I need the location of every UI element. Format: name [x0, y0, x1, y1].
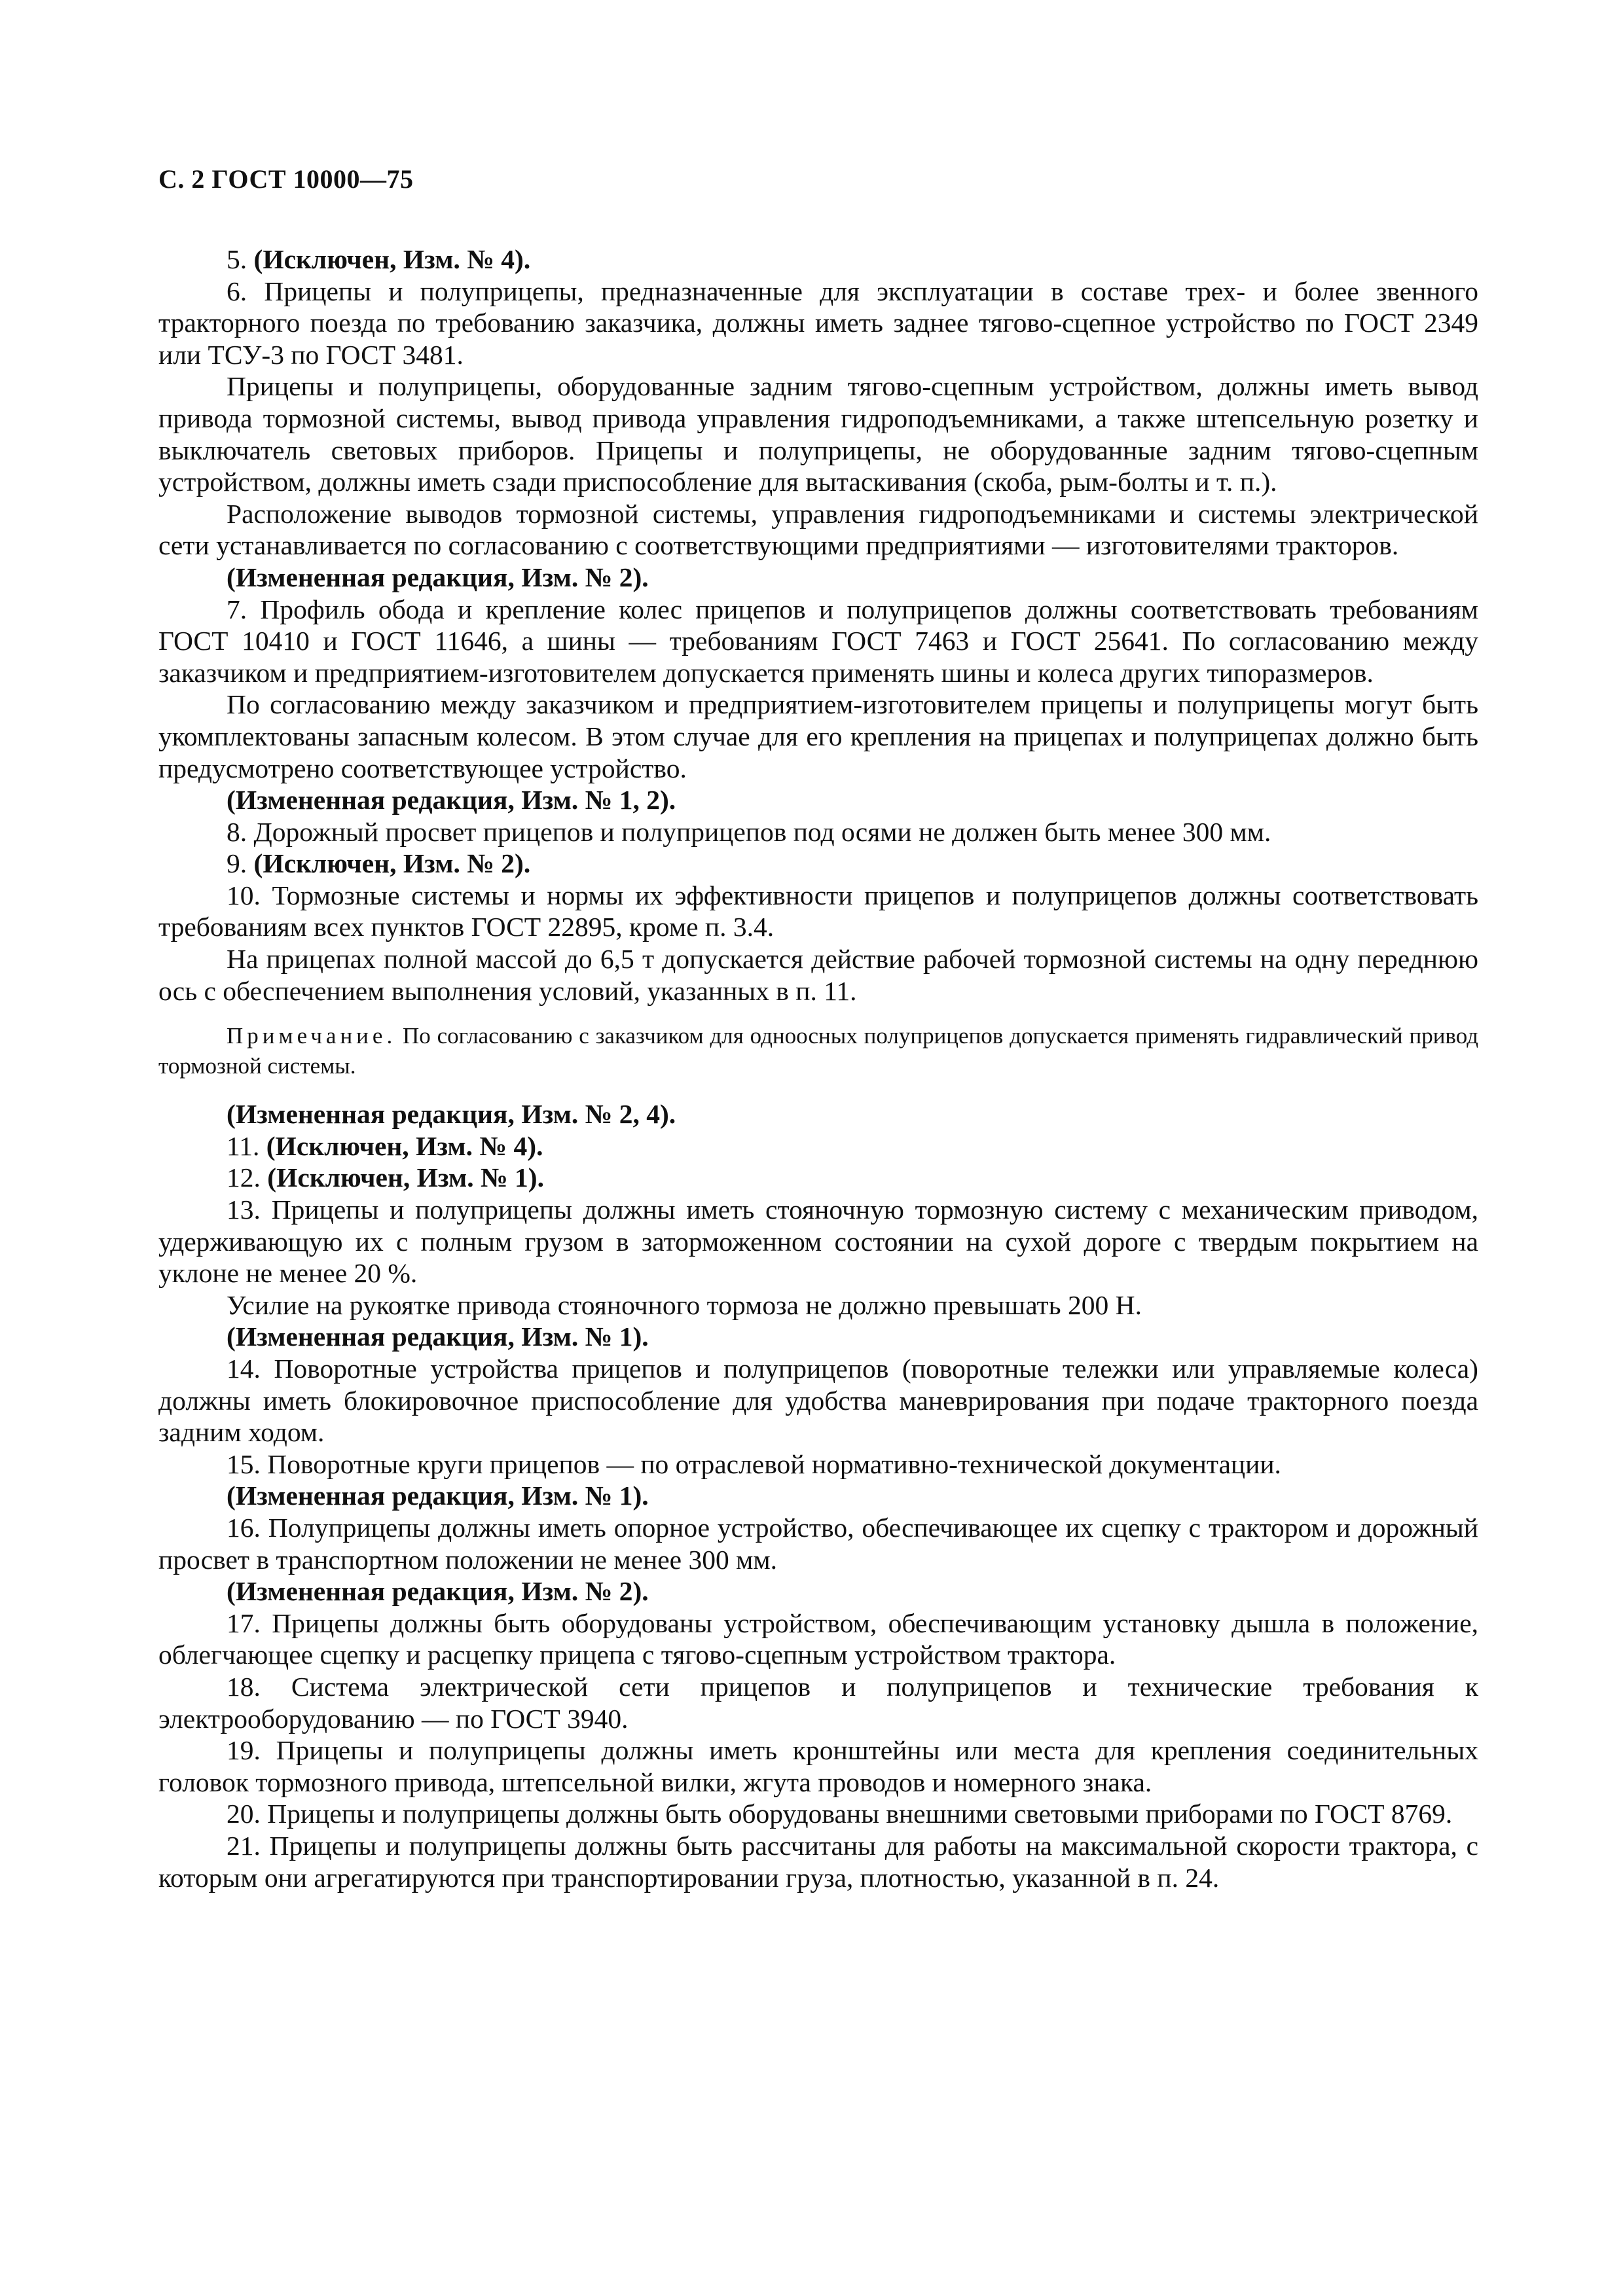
clause-number: 9.	[227, 848, 247, 879]
page-header: С. 2 ГОСТ 10000—75	[158, 164, 414, 194]
paragraph-text: Усилие на рукоятке привода стояночного тормоза не должно превышать 200 Н.	[227, 1289, 1142, 1320]
clause-number: 6.	[227, 276, 247, 306]
paragraph-text: Прицепы и полуприцепы должны иметь кронштейны или места для крепления соединительных головок тормозного привода, штепсельной вилки, жгута проводов и номерного знака.	[158, 1735, 1478, 1797]
clause-number: 18.	[227, 1671, 261, 1702]
paragraph	[158, 1162, 1478, 1194]
paragraph	[158, 1575, 1478, 1607]
amendment-note: (Измененная редакция, Изм. № 1).	[227, 1321, 649, 1352]
paragraph-text: Поворотные устройства прицепов и полуприцепов (поворотные тележки или управляемые колеса) должны иметь блокировочное приспособление для удобства маневрирования при подаче тракторного поезда задним ходом.	[158, 1354, 1478, 1448]
paragraph-text: Дорожный просвет прицепов и полуприцепов под осями не должен быть менее 300 мм.	[253, 816, 1271, 847]
paragraph	[158, 943, 1478, 1007]
amendment-note: (Исключен, Изм. № 1).	[267, 1162, 544, 1193]
paragraph-text: По согласованию между заказчиком и предприятием-изготовителем прицепы и полуприцепы могут быть укомплектованы запасным колесом. В этом случае для его крепления на прицепах и полуприцепах должно быть предусмотрено соответствующее устройство.	[158, 689, 1478, 783]
amendment-note: (Измененная редакция, Изм. № 1).	[227, 1480, 649, 1511]
paragraph-text: Прицепы и полуприцепы должны быть оборудованы внешними световыми приборами по ГОСТ 8769.	[267, 1799, 1453, 1829]
clause-number: 7.	[227, 594, 247, 624]
paragraph-text: Прицепы и полуприцепы должны быть рассчитаны для работы на максимальной скорости трактора, с которым они агрегатируются при транспортировании груза, плотностью, указанной в п. 24.	[158, 1830, 1479, 1893]
paragraph	[158, 1671, 1478, 1734]
clause-number: 20.	[227, 1799, 261, 1829]
paragraph-text: Расположение выводов тормозной системы, управления гидроподъемниками и системы электрической сети устанавливается по согласованию с соответствующими предприятиями — изготовителями тракторов.	[158, 498, 1478, 561]
paragraph	[158, 1130, 1478, 1162]
paragraph	[158, 816, 1478, 848]
paragraph	[158, 1289, 1478, 1321]
paragraph	[158, 1321, 1478, 1353]
paragraph	[158, 1448, 1478, 1480]
paragraph-text: Тормозные системы и нормы их эффективности прицепов и полуприцепов должны соответствовать требованиям всех пунктов ГОСТ 22895, кроме п. 3.4.	[158, 880, 1479, 942]
paragraph	[158, 1607, 1478, 1671]
paragraph	[158, 370, 1478, 497]
clause-number: 11.	[227, 1130, 260, 1161]
paragraph-text: Прицепы должны быть оборудованы устройством, обеспечивающим установку дышла в положение, облегчающее сцепку и расцепку прицепа с тягово-сцепным устройством трактора.	[158, 1607, 1478, 1670]
paragraph	[158, 1512, 1478, 1575]
paragraph	[158, 689, 1478, 784]
clause-number: 17.	[227, 1607, 261, 1638]
amendment-note: (Измененная редакция, Изм. № 1, 2).	[227, 785, 676, 816]
paragraph	[158, 498, 1478, 562]
clause-number: 8.	[227, 816, 247, 847]
paragraph	[158, 848, 1478, 880]
paragraph	[158, 1830, 1478, 1893]
amendment-note: (Измененная редакция, Изм. № 2, 4).	[227, 1099, 676, 1130]
paragraph	[158, 1480, 1478, 1512]
clause-number: 10.	[227, 880, 261, 910]
paragraph-text: Прицепы и полуприцепы, оборудованные задним тягово-сцепным устройством, должны иметь вывод привода тормозной системы, вывод привода управления гидроподъемниками, а также штепсельную розетку и выключатель световых приборов. Прицепы и полуприцепы, не оборудованные задним тягово-сцепным устройством, должны иметь сзади приспособление для вытаскивания (скоба, рым-болты и т. п.).	[158, 371, 1478, 497]
clause-number: 12.	[227, 1162, 261, 1193]
amendment-note: (Исключен, Изм. № 2).	[253, 848, 531, 879]
clause-number: 15.	[227, 1448, 261, 1479]
paragraph	[158, 276, 1478, 371]
clause-number: 13.	[227, 1194, 261, 1225]
amendment-note: (Исключен, Изм. № 4).	[253, 244, 531, 274]
amendment-note: (Исключен, Изм. № 4).	[266, 1130, 543, 1161]
paragraph-text: Поворотные круги прицепов — по отраслевой нормативно-технической документации.	[267, 1448, 1281, 1479]
paragraph	[158, 784, 1478, 816]
clause-number: 5.	[227, 244, 247, 274]
clause-number: 14.	[227, 1354, 261, 1384]
paragraph-text: Прицепы и полуприцепы, предназначенные для эксплуатации в составе трех- и более звенного тракторного поезда по требованию заказчика, должны иметь заднее тягово-сцепное устройство по ГОСТ 2349 или ТСУ-3 по ГОСТ 3481.	[158, 276, 1479, 370]
paragraph	[158, 562, 1478, 594]
paragraph	[158, 243, 1478, 276]
paragraphs-block-1	[158, 243, 1478, 1007]
paragraph	[158, 880, 1478, 943]
note-label: Примечание.	[227, 1023, 397, 1049]
paragraph	[158, 594, 1478, 689]
paragraph-text: На прицепах полной массой до 6,5 т допускается действие рабочей тормозной системы на одну переднюю ось с обеспечением выполнения условий, указанных в п. 11.	[158, 944, 1478, 1006]
paragraph	[158, 1194, 1478, 1289]
paragraph	[158, 1098, 1478, 1130]
paragraph	[158, 1734, 1478, 1798]
clause-number: 21.	[227, 1830, 261, 1861]
note-text: По согласованию с заказчиком для одноосных полуприцепов допускается применять гидравлический привод тормозной системы.	[158, 1023, 1479, 1079]
document-body	[158, 243, 1478, 1893]
paragraph	[158, 1353, 1478, 1448]
paragraph	[158, 1798, 1478, 1830]
amendment-note: (Измененная редакция, Изм. № 2).	[227, 1576, 649, 1607]
amendment-note: (Измененная редакция, Изм. № 2).	[227, 562, 649, 592]
paragraph-text: Профиль обода и крепление колес прицепов и полуприцепов должны соответствовать требованиям ГОСТ 10410 и ГОСТ 11646, а шины — требованиям ГОСТ 7463 и ГОСТ 25641. По согласованию между заказчиком и предприятием-изготовителем допускается применять шины и колеса других типоразмеров.	[158, 594, 1479, 688]
note-paragraph	[158, 1021, 1478, 1081]
clause-number: 19.	[227, 1735, 261, 1766]
paragraphs-block-2	[158, 1098, 1478, 1893]
paragraph-text: Полуприцепы должны иметь опорное устройство, обеспечивающее их сцепку с трактором и дорожный просвет в транспортном положении не менее 300 мм.	[158, 1512, 1479, 1575]
clause-number: 16.	[227, 1512, 261, 1543]
paragraph-text: Прицепы и полуприцепы должны иметь стояночную тормозную систему с механическим приводом, удерживающую их с полным грузом в заторможенном состоянии на сухой дороге с твердым покрытием на уклоне не менее 20 %.	[158, 1194, 1478, 1289]
paragraph-text: Система электрической сети прицепов и полуприцепов и технические требования к электрооборудованию — по ГОСТ 3940.	[158, 1671, 1478, 1734]
